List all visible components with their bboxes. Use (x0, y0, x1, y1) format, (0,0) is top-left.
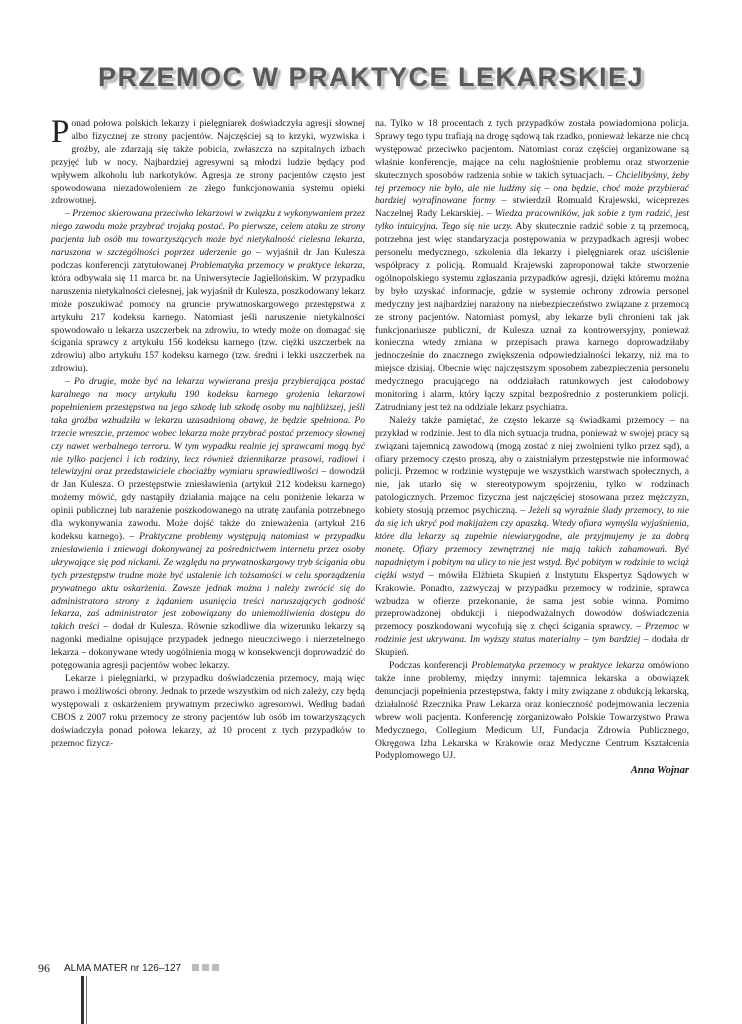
paragraph-family-violence: Należy także pamiętać, że często lekarze są świadkami przemocy – na przykład w rodzinie. Jest to dla nich sytuacja trudna, ponieważ w swojej pracy są związani tajemnicą zawodową (mogą zostać z niej zwolnieni tylko przez sąd), a ofiary przemocy często proszą, aby o zaistniałym przestępstwie nie informować policji. Przemoc w rodzinie występuje we wszystkich warstwach społecznych, a nie, jak utarło się w stereotypowym spojrzeniu, tylko w rodzinach patologicznych. Przemoc fizyczna jest najczęściej stosowana przez mężczyzn, kobiety stosują przemoc psychiczną. – Jeżeli są wyraźnie ślady przemocy, to nie da się ich ukryć pod makijażem czy apaszką. Wtedy ofiara wymyśla wyjaśnienia, które dla lekarzy są zupełnie niewiarygodne, ale przyjmujemy je za dobrą monetę. Ofiary przemocy zewnętrznej nie mają takich zahamowań. Być napadniętym i pobitym na ulicy to nie jest wstyd. Być pobitym w rodzinie to wciąż ciężki wstyd – mówiła Elżbieta Skupień z Instytutu Ekspertyz Sądowych w Krakowie. Ponadto, zazwyczaj w przypadku przemocy w rodzinie, sprawca wzbudza w ofierze przekonanie, że sama jest sobie winna. Pomimo przeprowadzonej obdukcji i niepodważalnych dowodów doświadczenia przemocy poszkodowani wycofują się z chęci ścigania sprawcy. – Przemoc w rodzinie jest ukrywana. Im wyższy status materialny – tym bardziej – dodała dr Skupień. (375, 414, 689, 659)
square-icon (202, 964, 209, 971)
article-title: PRZEMOC W PRAKTYCE LEKARSKIEJ (97, 62, 645, 92)
left-column (51, 114, 366, 750)
footer-squares (189, 963, 219, 974)
page-footer (38, 961, 219, 976)
paragraph-intro: Ponad połowa polskich lekarzy i pielęgniarek doświadczyła agresji słownej albo fizycznej ze strony pacjentów. Najczęściej są to krzyki, wyzwiska i groźby, ale zdarzają się także pobicia, zwłaszcza na szpitalnych izbach przyjęć lub w nocy. Najbardziej agresywni są młodzi ludzie będący pod wpływem alkoholu lub narkotyków. Agresja ze strony pacjentów często jest spowodowana niezadowoleniem ze złego funkcjonowania systemu opieki zdrowotnej. (51, 114, 365, 207)
square-icon (212, 964, 219, 971)
paragraph-kulesza-2: – Po drugie, może być na lekarza wywierana presja przybierająca postać karalnego na mocy artykułu 190 kodeksu karnego grożenia lekarzowi popełnieniem przestępstwa na jego szkodę lub szkodę osoby mu najbliższej, jeśli taka groźba wzbudziła w lekarzu uzasadnioną obawę, że będzie spełniona. Po trzecie wreszcie, przemoc wobec lekarza może przybrać postać przemocy słownej czy nawet werbalnego terroru. W tym wypadku realnie jej sprawcami mogą być nie tylko pacjenci i ich rodziny, lecz również dziennikarze prasowi, radiowi i telewizyjni oraz przedstawiciele chociażby wymiaru sprawiedliwości – dowodził dr Jan Kulesza. O przestępstwie zniesławienia (artykuł 212 kodeksu karnego) możemy mówić, gdy nastąpiły działania mające na celu poniżenie lekarza w opinii publicznej lub narażenie poszkodowanego na utratę zaufania potrzebnego dla wykonywania zawodu. Może dojść także do znieważenia (artykuł 216 kodeksu karnego). – Praktyczne problemy występują natomiast w przypadku zniesławienia i zniewagi dokonywanej za pośrednictwem internetu przez osoby ukrywające się pod nickami. Ze względu na prywatnoskargowy tryb ścigania obu tych przestępstw trudne może być ustalenie ich tożsamości w celu sporządzenia prywatnego aktu oskarżenia. Zawsze jednak można i należy zwrócić się do administratora strony z żądaniem usunięcia treści naruszających godność lekarza, zaś administrator jest zobowiązany do uniemożliwienia dostępu do takich treści – dodał dr Kulesza. Równie szkodliwe dla wizerunku lekarzy są nagonki medialne opisujące przypadek jednego nieuczciwego i nierzetelnego lekarza – dokonywane wtedy uogólnienia mogą w konsekwencji doprowadzić do potęgowania agresji pacjentów wobec lekarzy. (51, 376, 365, 672)
page-number: 96 (38, 961, 50, 975)
paragraph-krajewski: na. Tylko w 18 procentach z tych przypadków została powiadomiona policja. Sprawy tego typu trafiają na drogę sądową tak rzadko, ponieważ lekarze nie chcą występować przeciwko pacjentom. Natomiast coraz częściej organizowane są właśnie konferencje, mające na celu nagłośnienie problemu oraz stworzenie skutecznych sposobów radzenia sobie w takich sytuacjach. – Chcielibyśmy, żeby tej przemocy nie było, ale nie ludźmy się – ona będzie, choć może przybierać bardziej wyrafinowane formy – stwierdził Romuald Krajewski, wiceprezes Naczelnej Rady Lekarskiej. – Wiedza pracowników, jak sobie z tym radzić, jest tylko intuicyjna. Tego się nie uczy. Aby skutecznie radzić sobie z tą przemocą, potrzebna jest więc standaryzacja postępowania w przypadkach agresji wobec personelu medycznego, szkolenia dla lekarzy i pielęgniarek oraz uściślenie współpracy z policją. Romuald Krajewski zaproponował także stworzenie ogólnopolskiego systemu zgłaszania przypadków agresji, dzięki któremu można by było uzyskać informacje, gdzie w systemie ochrony zdrowia personel medyczny jest najbardziej narażony na niebezpieczeństwo związane z przemocą ze strony pacjentów. Natomiast pomysł, aby lekarze byli chronieni tak jak funkcjonariusze publiczni, dr Kulesza uznał za kontrowersyjny, ponieważ konieczna wtedy zmiana w przepisach prawa karnego doprowadziłaby jednocześnie do znacznego zwiększenia odpowiedzialności lekarzy, niż ma to miejsce dzisiaj. Obecnie więc najczęstszym sposobem zabezpieczenia personelu medycznego pracującego na oddziałach ratunkowych jest całodobowy monitoring i alarm, który łączy szpital bezpośrednio z posterunkiem policji. Zatrudniany jest też na oddziale lekarz psychiatra. (375, 118, 689, 413)
journal-name: ALMA MATER nr 126–127 (64, 963, 182, 974)
drop-cap: P (51, 114, 70, 150)
right-column (375, 118, 689, 778)
author-signature: Anna Wojnar (630, 765, 689, 777)
footer-rule-thin (86, 976, 87, 1024)
paragraph-kulesza-1: – Przemoc skierowana przeciwko lekarzowi w związku z wykonywaniem przez niego zawodu może przybrać trojaką postać. Po pierwsze, celem ataku ze strony pacjenta lub osób mu towarzyszących może być nietykalność cielesna lekarza, naruszona w szczególności poprzez uderzenie go – wyjaśnił dr Jan Kulesza podczas konferencji zatytułowanej Problematyka przemocy w praktyce lekarza, która odbywała się 11 marca br. na Uniwersytecie Jagiellońskim. W przypadku naruszenia nietykalności cielesnej, jak wyjaśnił dr Kulesza, poszkodowany lekarz może poszukiwać pomocy na gruncie prywatnoskargowego przestępstwa z artykułu 217 kodeksu karnego. Natomiast jeśli naruszenie nietykalności spowodowało u lekarza uszczerbek na zdrowiu, to wtedy może on domagać się ścigania sprawcy z artykułu 156 kodeksu karnego (tzw. ciężki uszczerbek na zdrowiu) albo artykułu 157 kodeksu karnego (tzw. średni i lekki uszczerbek na zdrowiu). (51, 208, 366, 375)
footer-rule (81, 976, 84, 1024)
paragraph-conference: Podczas konferencji Problematyka przemocy w praktyce lekarza omówiono także inne problemy, między innymi: tajemnica lekarska a obowiązek denuncjacji popełnienia przestępstwa, fakty i mity związane z obdukcją lekarską, działalność Rzecznika Praw Lekarza oraz konieczność podejmowania leczenia wbrew woli pacjenta. Konferencję zorganizowało Polskie Towarzystwo Prawa Medycznego, Collegium Medicum UJ, Fundacja Zdrowia Publicznego, Okręgowa Izba Lekarska w Krakowie oraz Medyczne Centrum Kształcenia Podyplomowego UJ. (375, 660, 689, 762)
square-icon (192, 964, 199, 971)
paragraph-defense: Lekarze i pielęgniarki, w przypadku doświadczenia przemocy, mają więc prawo i możliwości obrony. Jednak to przede wszystkim od nich zależy, czy będą występowali z oskarżeniem prywatnym przeciwko agresorowi. Według badań CBOS z 2007 roku przemocy ze strony pacjentów lub osób im towarzyszących doświadczyła ponad połowa lekarzy, aż 10 procent z tych przypadków to przemoc fizycz- (51, 672, 365, 749)
